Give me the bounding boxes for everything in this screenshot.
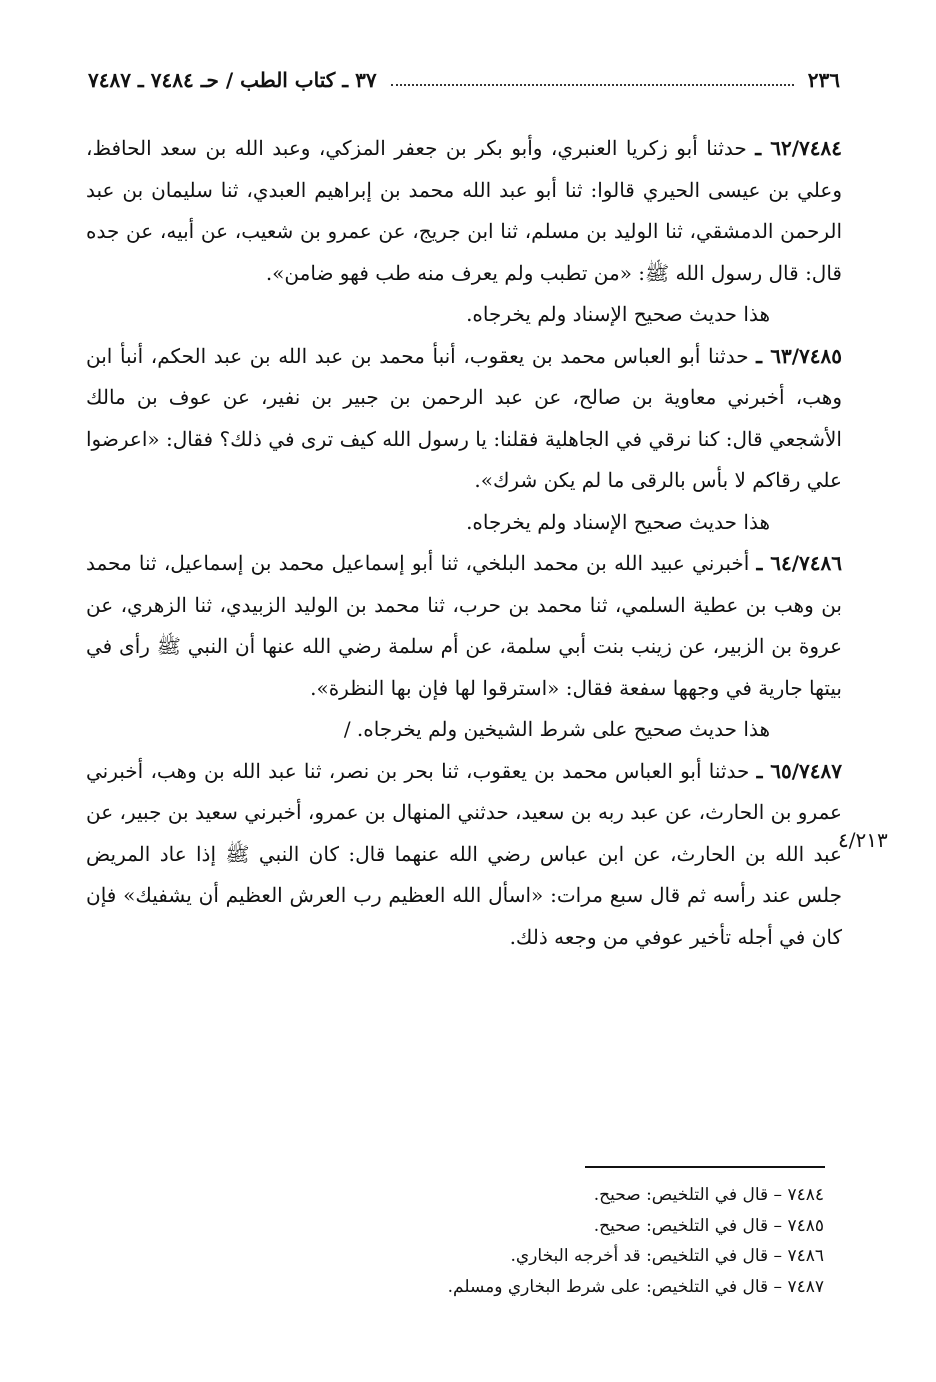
page-number: ٢٣٦ bbox=[807, 68, 840, 92]
running-header bbox=[88, 68, 840, 92]
header-dot-leader bbox=[391, 74, 794, 86]
footnote: ٧٤٨٦ – قال في التلخيص: قد أخرجه البخاري. bbox=[510, 1246, 824, 1266]
hadith-grading: هذا حديث صحيح الإسناد ولم يخرجاه. bbox=[466, 509, 770, 534]
hadith-paragraph bbox=[86, 543, 842, 709]
footnote: ٧٤٨٧ – قال في التلخيص: على شرط البخاري ومسلم. bbox=[447, 1276, 824, 1297]
hadith-text: أخبرني عبيد الله بن محمد البلخي، ثنا أبو إسماعيل محمد بن إسماعيل، ثنا محمد بن وهب بن عطية السلمي، ثنا محمد بن حرب، ثنا محمد بن الوليد الزبيدي، ثنا الزهري، عن عروة بن الزبير، عن زينب بنت أبي سلمة، عن أم سلمة رضي الله عنها أن النبي ﷺ رأى في بيتها جارية في وجهها سفعة فقال: «استرقوا لها فإن بها النظرة». bbox=[86, 551, 842, 700]
hadith-text: حدثنا أبو العباس محمد بن يعقوب، أنبأ محمد بن عبد الله بن عبد الحكم، أنبأ ابن وهب، أخبرني معاوية بن صالح، عن عبد الرحمن بن جبير بن نفير، عن عوف بن مالك الأشجعي قال: كنا نرقي في الجاهلية فقلنا: يا رسول الله كيف ترى في ذلك؟ فقال: «اعرضوا علي رقاكم لا بأس بالرقى ما لم يكن شرك». bbox=[86, 343, 842, 492]
hadith-paragraph bbox=[86, 128, 842, 294]
hadith-number: ٦٢/٧٤٨٤ ـ bbox=[755, 136, 843, 160]
hadith-grading: هذا حديث صحيح على شرط الشيخين ولم يخرجاه. / bbox=[343, 717, 770, 741]
header-title: ٣٧ ـ كتاب الطب / حـ ٧٤٨٤ ـ ٧٤٨٧ bbox=[88, 68, 377, 92]
hadith-number: ٦٣/٧٤٨٥ ـ bbox=[756, 343, 842, 368]
footnote: ٧٤٨٤ – قال في التلخيص: صحيح. bbox=[593, 1185, 824, 1205]
hadith-paragraph bbox=[86, 336, 842, 502]
footnote-separator bbox=[585, 1166, 825, 1168]
hadith-grading: هذا حديث صحيح الإسناد ولم يخرجاه. bbox=[466, 302, 770, 326]
hadith-paragraph bbox=[86, 751, 842, 959]
hadith-number: ٦٤/٧٤٨٦ ـ bbox=[756, 551, 843, 575]
footnote: ٧٤٨٥ – قال في التلخيص: صحيح. bbox=[593, 1215, 824, 1236]
hadith-text: حدثنا أبو زكريا العنبري، وأبو بكر بن جعفر المزكي، وعبد الله بن سعد الحافظ، وعلي بن عيسى الحيري قالوا: ثنا أبو عبد الله محمد بن إبراهيم العبدي، ثنا سليمان بن عبد الرحمن الدمشقي، ثنا الوليد بن مسلم، ثنا ابن جريج، عن عمرو بن شعيب، عن أبيه، عن جده قال: قال رسول الله ﷺ: «من تطبب ولم يعرف منه طب فهو ضامن». bbox=[86, 136, 842, 285]
hadith-number: ٦٥/٧٤٨٧ ـ bbox=[756, 758, 843, 783]
footnotes bbox=[300, 1180, 824, 1302]
hadith-text: حدثنا أبو العباس محمد بن يعقوب، ثنا بحر بن نصر، ثنا عبد الله بن وهب، أخبرني عمرو بن الحارث، عن عبد ربه بن سعيد، حدثني المنهال بن عمرو، أخبرني سعيد بن جبير، عن عبد الله بن الحارث، عن ابن عباس رضي الله عنهما قال: كان النبي ﷺ إذا عاد المريض جلس عند رأسه ثم قال سبع مرات: «اسأل الله العظيم رب العرش العظيم أن يشفيك» فإن كان في أجله تأخير عوفي من وجعه ذلك. bbox=[86, 758, 842, 949]
margin-page-reference: ٤/٢١٣ bbox=[838, 828, 888, 852]
main-text bbox=[86, 128, 842, 958]
